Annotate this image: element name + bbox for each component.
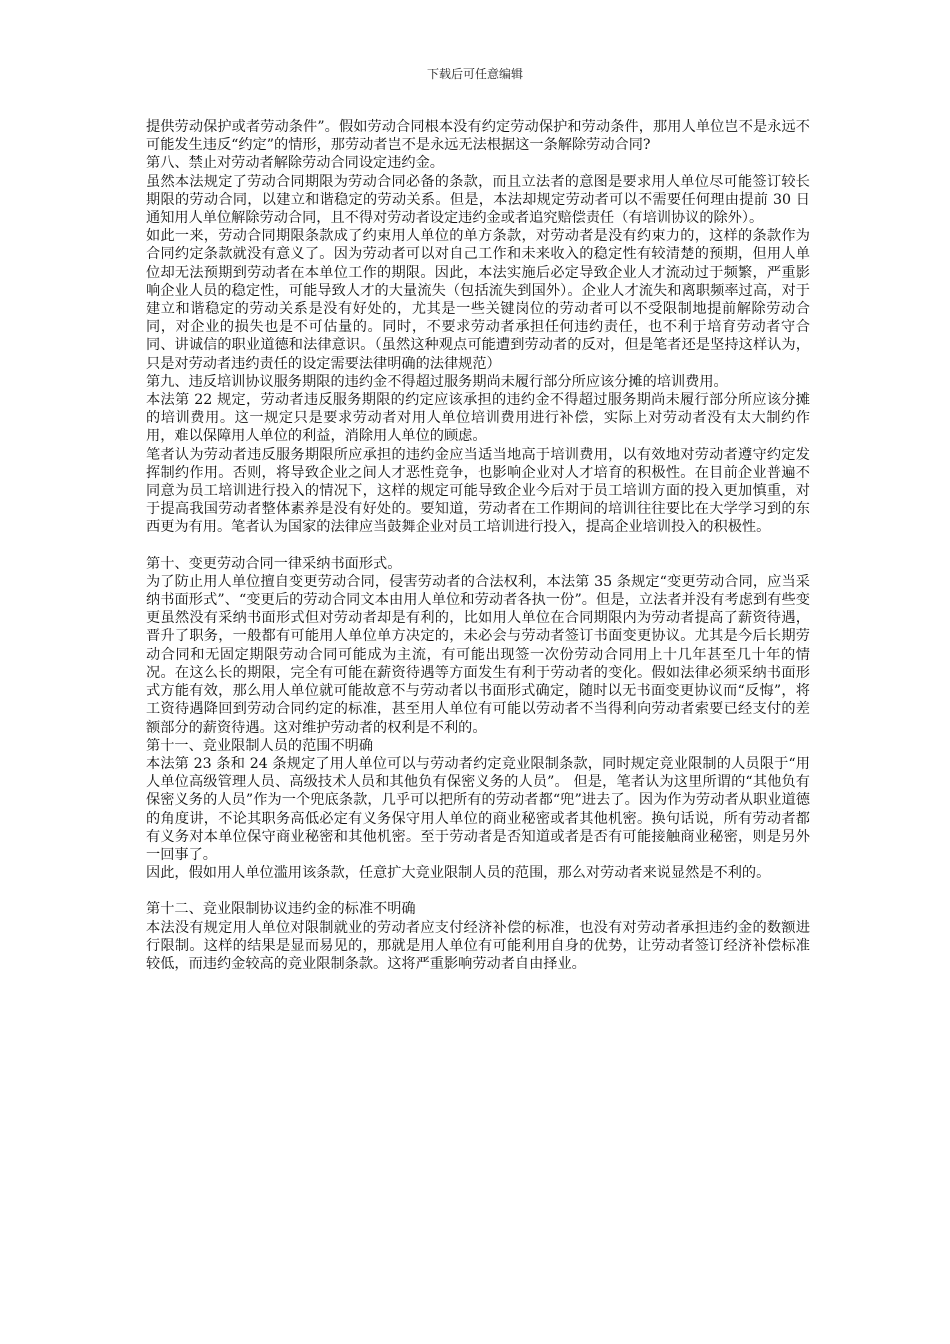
- paragraph: 笔者认为劳动者违反服务期限所应承担的违约金应当适当地高于培训费用，以有效地对劳动者遵守约定发挥制约作用。否则，将导致企业之间人才恶性竞争，也影响企业对人才培育的积极性。在目前企业普遍不同意为员工培训进行投入的情况下，这样的规定可能导致企业今后对于员工培训方面的投入更加慎重，对于提高我国劳动者整体素养是没有好处的。要知道，劳动者在工作期间的培训往往要比在大学学习到的东西更为有用。笔者认为国家的法律应当鼓舞企业对员工培训进行投入，提高企业培训投入的积极性。: [146, 446, 810, 536]
- paragraph: 因此，假如用人单位滥用该条款，任意扩大竞业限制人员的范围，那么对劳动者来说显然是不利的。: [146, 865, 771, 882]
- blank-line: [146, 537, 810, 555]
- section-heading: 第十二、竞业限制协议违约金的标准不明确: [146, 901, 416, 918]
- document-body: [146, 118, 810, 973]
- page-header-note: 下载后可任意编辑: [426, 67, 523, 81]
- paragraph: 提供劳动保护或者劳动条件”。假如劳动合同根本没有约定劳动保护和劳动条件，那用人单位岂不是永远不可能发生违反“约定”的情形，那劳动者岂不是永远无法根据这一条解除劳动合同?: [146, 119, 810, 154]
- section-heading: 第八、禁止对劳动者解除劳动合同设定违约金。: [146, 155, 444, 172]
- paragraph: 本法第 22 规定，劳动者违反服务期限的约定应该承担的违约金不得超过服务期尚未履行部分所应该分摊的培训费用。这一规定只是要求劳动者对用人单位培训费用进行补偿，实际上对劳动者没有太大制约作用，难以保障用人单位的利益，消除用人单位的顾虑。: [146, 392, 810, 445]
- paragraph: 本法第 23 条和 24 条规定了用人单位可以与劳动者约定竞业限制条款，同时规定竞业限制的人员限于“用人单位高级管理人员、高级技术人员和其他负有保密义务的人员”。 但是，笔者认为这里所谓的“其他负有保密义务的人员”作为一个兜底条款，几乎可以把所有的劳动者都“兜”进去了。因为作为劳动者从职业道德的角度讲，不论其职务高低必定有义务保守用人单位的商业秘密或者其他机密。换句话说，所有劳动者都有义务对本单位保守商业秘密和其他机密。至于劳动者是否知道或者是否有可能接触商业秘密，则是另外一回事了。: [146, 755, 810, 863]
- paragraph: 为了防止用人单位擅自变更劳动合同，侵害劳动者的合法权利，本法第 35 条规定“变更劳动合同，应当采纳书面形式”、“变更后的劳动合同文本由用人单位和劳动者各执一份”。但是，立法者并没有考虑到有些变更虽然没有采纳书面形式但对劳动者却是有利的，比如用人单位在合同期限内为劳动者提高了薪资待遇，晋升了职务，一般都有可能用人单位单方决定的，未必会与劳动者签订书面变更协议。尤其是今后长期劳动合同和无固定期限劳动合同可能成为主流，有可能出现签一次份劳动合同用上十几年甚至几十年的情况。在这么长的期限，完全有可能在薪资待遇等方面发生有利于劳动者的变化。假如法律必须采纳书面形式方能有效，那么用人单位就可能故意不与劳动者以书面形式确定，随时以无书面变更协议而“反悔”，将工资待遇降回到劳动合同约定的标准，甚至用人单位有可能以劳动者不当得利向劳动者索要已经支付的差额部分的薪资待遇。这对维护劳动者的权利是不利的。: [146, 573, 810, 736]
- section-heading: 第十、变更劳动合同一律采纳书面形式。: [146, 555, 402, 572]
- blank-line: [146, 882, 810, 900]
- section-heading: 第十一、竞业限制人员的范围不明确: [146, 737, 374, 754]
- section-heading: 第九、违反培训协议服务期限的违约金不得超过服务期尚未履行部分所应该分摊的培训费用。: [146, 373, 728, 390]
- paragraph: 如此一来，劳动合同期限条款成了约束用人单位的单方条款，对劳动者是没有约束力的，这样的条款作为合同约定条款就没有意义了。因为劳动者可以对自己工作和未来收入的稳定性有较清楚的预期，但用人单位却无法预期到劳动者在本单位工作的期限。因此，本法实施后必定导致企业人才流动过于频繁，严重影响企业人员的稳定性，可能导致人才的大量流失（包括流失到国外）。企业人才流失和离职频率过高，对于建立和谐稳定的劳动关系是没有好处的，尤其是一些关键岗位的劳动者可以不受限制地提前解除劳动合同，对企业的损失也是不可估量的。同时，不要求劳动者承担任何违约责任，也不利于培育劳动者守合同、讲诚信的职业道德和法律意识。（虽然这种观点可能遭到劳动者的反对，但是笔者还是坚持这样认为，只是对劳动者违约责任的设定需要法律明确的法律规范）: [146, 228, 810, 372]
- paragraph: 虽然本法规定了劳动合同期限为劳动合同必备的条款，而且立法者的意图是要求用人单位尽可能签订较长期限的劳动合同，以建立和谐稳定的劳动关系。但是，本法却规定劳动者可以不需要任何理由提前 30 日通知用人单位解除劳动合同，且不得对劳动者设定违约金或者追究赔偿责任（有培训协议的除外）。: [146, 173, 810, 227]
- paragraph: 本法没有规定用人单位对限制就业的劳动者应支付经济补偿的标准，也没有对劳动者承担违约金的数额进行限制。这样的结果是显而易见的，那就是用人单位有可能利用自身的优势，让劳动者签订经济补偿标准较低，而违约金较高的竞业限制条款。这将严重影响劳动者自由择业。: [146, 919, 810, 972]
